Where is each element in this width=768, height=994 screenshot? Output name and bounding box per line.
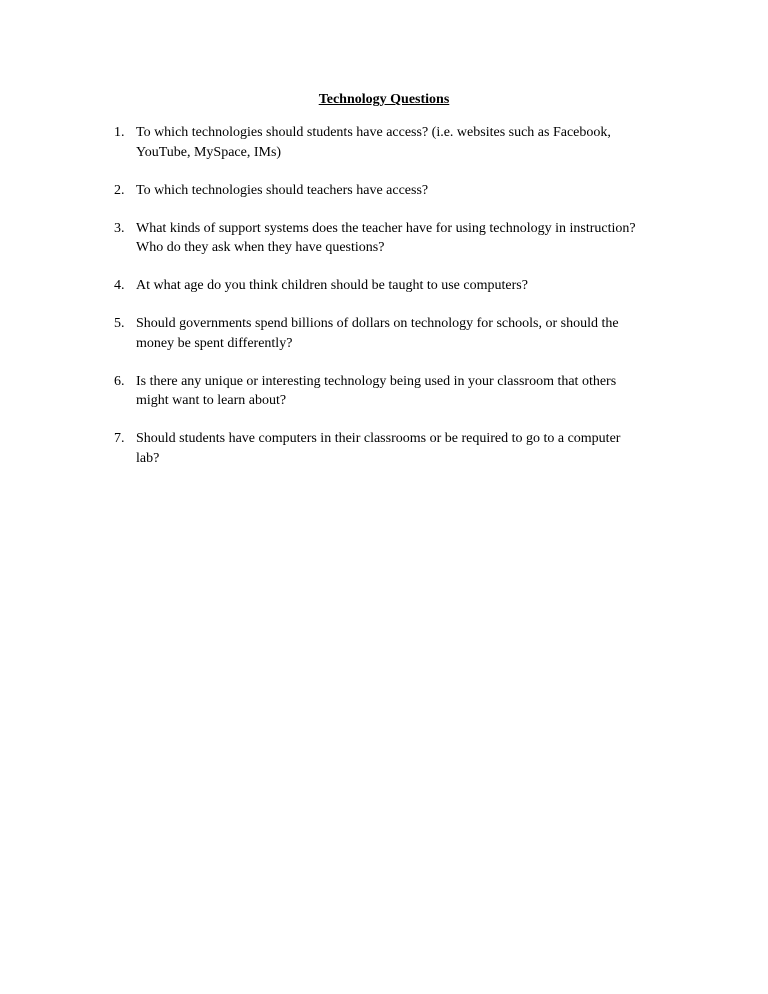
question-text-line: To which technologies should students have access? (i.e. websites such as Facebook, <box>136 125 611 140</box>
question-number: 3. <box>114 220 125 236</box>
question-item-7 <box>114 429 684 468</box>
question-number: 7. <box>114 431 125 446</box>
question-item-2 <box>114 181 684 201</box>
question-number: 5. <box>114 316 125 331</box>
question-text-line: YouTube, MySpace, IMs) <box>136 144 282 160</box>
question-item-4 <box>114 276 684 296</box>
question-number: 2. <box>114 182 125 198</box>
question-number: 1. <box>114 125 125 140</box>
question-item-3 <box>114 219 684 258</box>
question-number: 6. <box>114 373 125 389</box>
question-text-line: lab? <box>136 450 160 466</box>
question-text-line: Should governments spend billions of dollars on technology for schools, or should the <box>136 316 619 331</box>
question-text-line: At what age do you think children should be taught to use computers? <box>136 278 528 293</box>
question-list <box>114 123 684 487</box>
question-item-1 <box>114 123 684 162</box>
question-text-line: Is there any unique or interesting technology being used in your classroom that others <box>136 373 617 389</box>
question-text-line: Should students have computers in their classrooms or be required to go to a computer <box>136 431 621 446</box>
document-title: Technology Questions <box>318 92 450 107</box>
question-text-line: might want to learn about? <box>136 393 287 408</box>
question-text-line: money be spent differently? <box>136 335 293 351</box>
question-number: 4. <box>114 278 125 293</box>
question-text-line: Who do they ask when they have questions? <box>136 240 385 255</box>
question-text-line: What kinds of support systems does the teacher have for using technology in instruction? <box>136 220 636 236</box>
question-text-line: To which technologies should teachers have access? <box>136 182 429 198</box>
question-item-6 <box>114 372 684 411</box>
question-item-5 <box>114 314 684 353</box>
